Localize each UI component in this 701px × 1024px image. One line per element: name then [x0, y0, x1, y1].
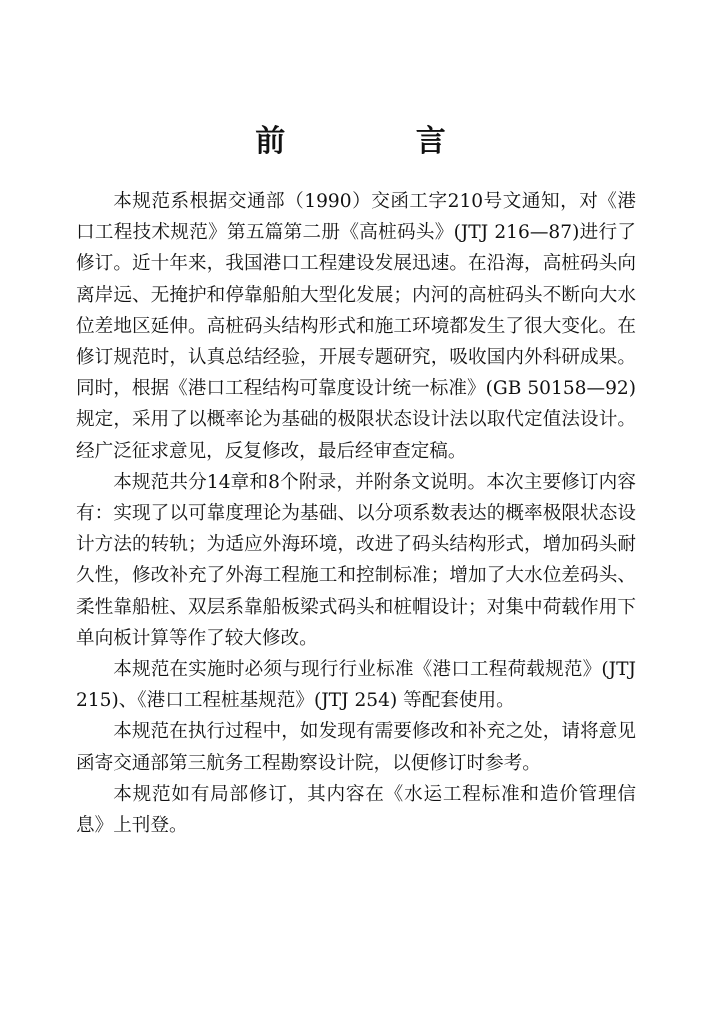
paragraph-revision-background: 本规范系根据交通部（1990）交函工字210号文通知，对《港口工程技术规范》第五篇第二册《高桩码头》(JTJ 216—87)进行了修订。近十年来，我国港口工程建设发展迅速。在沿海，高桩码头向离岸远、无掩护和停靠船舶大型化发展；内河的高桩码头不断向大水位差地区延伸。高桩码头结构形式和施工环境都发生了很大变化。在修订规范时，认真总结经验，开展专题研究，吸收国内外科研成果。同时，根据《港口工程结构可靠度设计统一标准》(GB 50158—92)规定，采用了以概率论为基础的极限状态设计法以取代定值法设计。经广泛征求意见，反复修改，最后经审查定稿。	[76, 191, 636, 462]
paragraph-feedback: 本规范在执行过程中，如发现有需要修改和补充之处，请将意见函寄交通部第三航务工程勘察设计院，以便修订时参考。	[76, 721, 636, 774]
paragraph-publication: 本规范如有局部修订，其内容在《水运工程标准和造价管理信息》上刊登。	[76, 783, 636, 837]
paragraph-related-standards: 本规范在实施时必须与现行行业标准《港口工程荷载规范》(JTJ 215)、《港口工程桩基规范》(JTJ 254) 等配套使用。	[76, 659, 636, 712]
paragraph-revision-content: 本规范共分14章和8个附录，并附条文说明。本次主要修订内容有：实现了以可靠度理论为基础、以分项系数表达的概率极限状态设计方法的转轨；为适应外海环境，改进了码头结构形式，增加码头耐久性，修改补充了外海工程施工和控制标准；增加了大水位差码头、柔性靠船桩、双层系靠船板梁式码头和桩帽设计；对集中荷载作用下单向板计算等作了较大修改。	[76, 471, 636, 649]
body-text	[76, 186, 636, 841]
page-title: 前 言	[255, 124, 506, 159]
